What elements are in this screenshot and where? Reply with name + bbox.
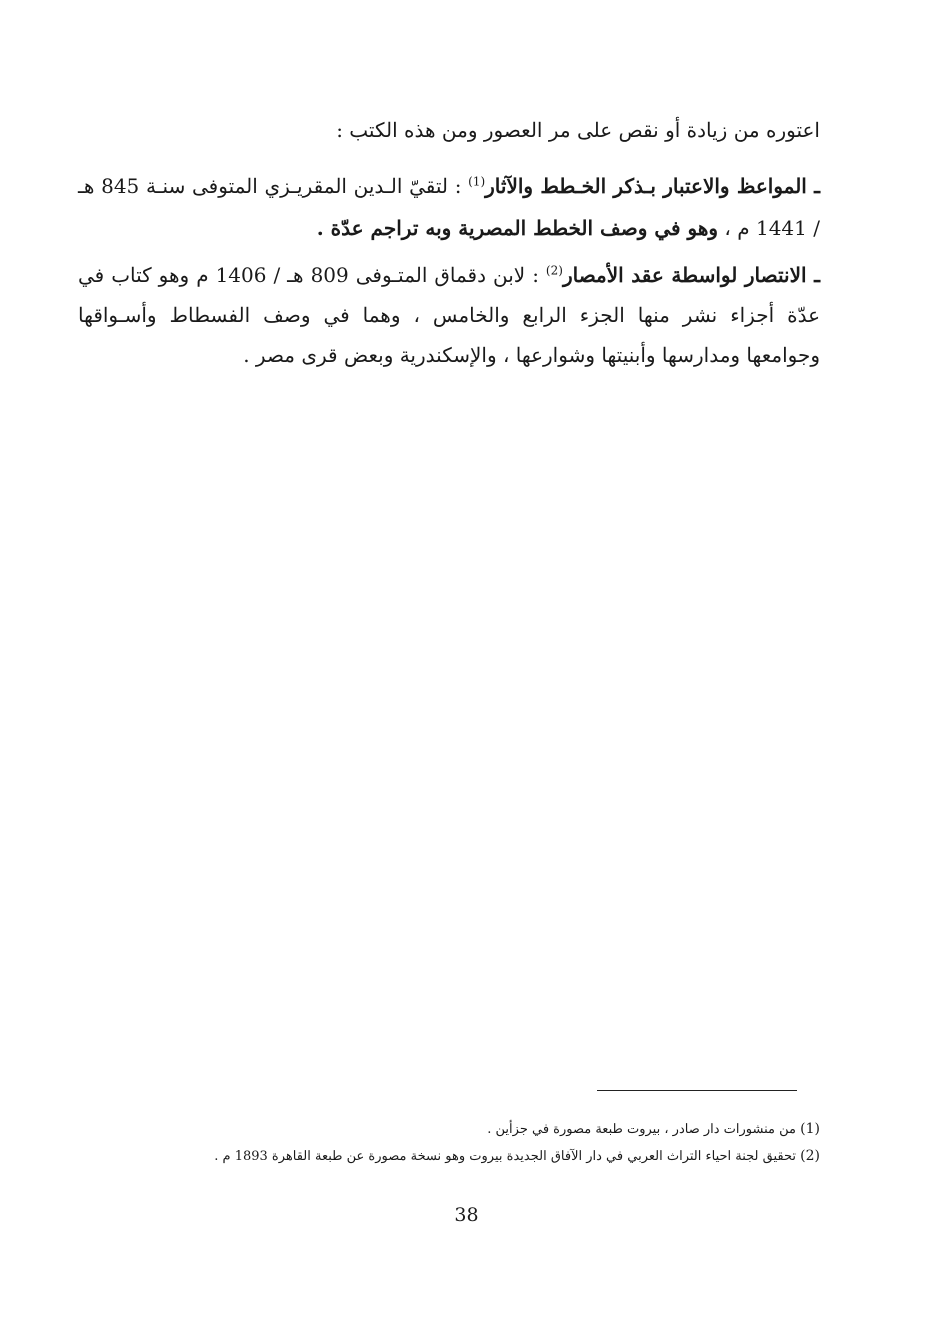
footnote-ref[interactable]: (1) [468,174,486,189]
footnote-text: تحقيق لجنة احياء التراث العربي في دار الآفاق الجديدة بيروت وهو نسخة مصورة عن طبعة القاهرة 1893 م . [214,1149,801,1164]
entry-text: : لتقيّ الـدين المقريـزي المتوفى سنـة 845 هـ / 1441 م ، [78,174,820,240]
entry-title: ـ الانتصار لواسطة عقد الأمصار [562,263,820,287]
page-number: 38 [454,1204,479,1226]
intro-line: اعتوره من زيادة أو نقص على مر العصور ومن هذه الكتب : [336,118,820,142]
footnote-number: (2) [800,1148,820,1164]
footnote-divider [597,1090,797,1091]
footnote-text: من منشورات دار صادر ، بيروت طبعة مصورة في جزأين . [487,1122,801,1137]
entry-text-bold: وهو في وصف الخطط المصرية وبه تراجم عدّة . [316,216,719,240]
footnote-2 [100,1148,820,1164]
entry-khitat [78,165,820,249]
entry-title: ـ المواعظ والاعتبار بـذكر الخـطط والآثار [485,174,821,198]
footnote-1 [100,1121,820,1137]
entry-intisar [78,255,820,375]
footnote-number: (1) [800,1121,820,1137]
footnote-ref[interactable]: (2) [545,263,563,278]
entry-text: : لابن دقماق المتـوفى 809 هـ / 1406 م وهو كتاب في عدّة أجزاء نشر منها الجزء الرابع والخامس ، وهما في وصف الفسطاط وأسـواقها وجوامعها ومدارسها وأبنيتها وشوارعها ، والإسكندرية وبعض قرى مصر . [78,263,820,367]
